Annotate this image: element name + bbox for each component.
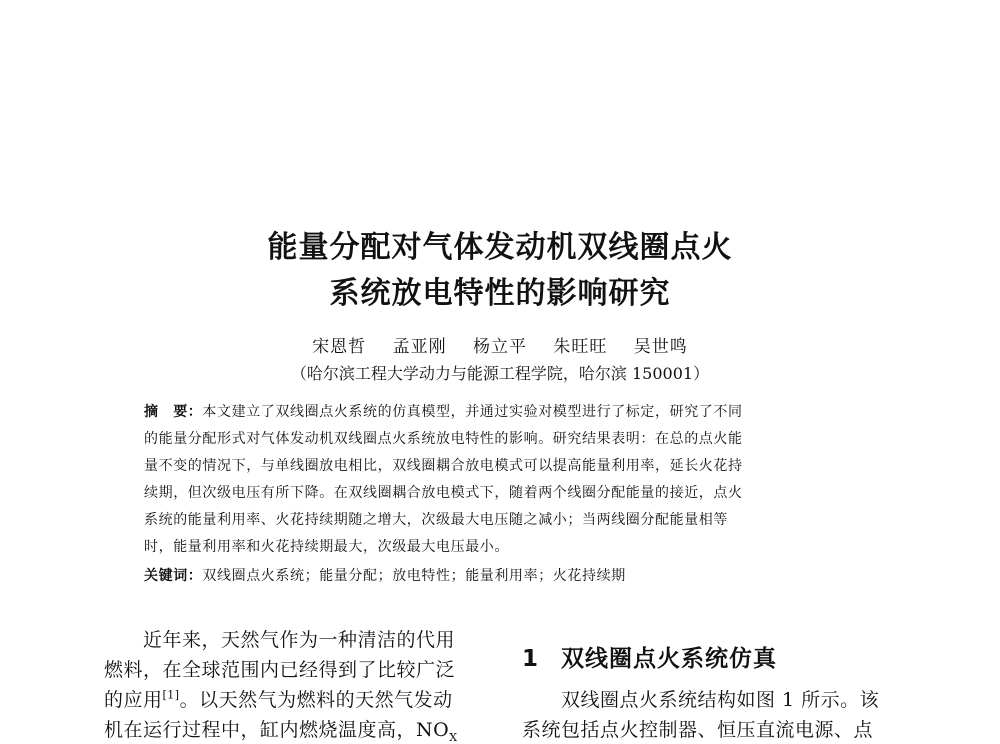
paper-title-line-1: 能量分配对气体发动机双线圈点火 [267,230,733,265]
left-body-line-4-pre: 机在运行过程中，缸内燃烧温度高，NO [104,719,450,741]
section-title: 双线圈点火系统仿真 [561,646,778,672]
right-body-line-1: 双线圈点火系统结构如图 1 所示。该 [561,689,880,711]
left-body-line-2: 燃料，在全球范围内已经得到了比较广泛 [104,659,456,681]
keywords-text: 双线圈点火系统；能量分配；放电特性；能量利用率；火花持续期 [202,568,626,584]
abstract-line-3: 量不变的情况下，与单线圈放电相比，双线圈耦合放电模式可以提高能量利用率，延长火花持 [144,458,743,474]
section-heading [522,640,777,673]
citation-ref: [1] [162,688,180,702]
abstract-line-4: 续期，但次级电压有所下降。在双线圈耦合放电模式下，随着两个线圈分配能量的接近，点火 [144,485,743,501]
paper-title-line-2: 系统放电特性的影响研究 [329,276,671,311]
left-body-line-4 [104,715,480,744]
nox-subscript: X [449,730,458,744]
left-body-line-3-post: 。以天然气为燃料的天然气发动 [179,689,453,711]
abstract-line-5: 系统的能量利用率、火花持续期随之增大，次级最大电压随之减小；当两线圈分配能量相等 [144,512,728,528]
right-body-line-2: 系统包括点火控制器、恒压直流电源、点 [522,719,874,741]
left-body-line-3-pre: 的应用 [104,689,163,711]
keywords-label: 关键词： [144,568,203,584]
abstract-line-2: 的能量分配形式对气体发动机双线圈点火系统放电特性的影响。研究结果表明：在总的点火能 [144,431,743,447]
authors: 宋恩哲 孟亚刚 杨立平 朱旺旺 吴世鸣 [312,337,688,357]
abstract-text-1: 本文建立了双线圈点火系统的仿真模型，并通过实验对模型进行了标定，研究了不同 [202,404,743,420]
left-body-line-3 [104,685,480,712]
keywords-line [144,565,860,585]
affiliation: （哈尔滨工程大学动力与能源工程学院，哈尔滨 150001） [290,364,710,383]
left-body-line-1: 近年来，天然气作为一种清洁的代用 [143,629,456,651]
abstract-line-6: 时，能量利用率和火花持续期最大，次级最大电压最小。 [144,539,509,555]
abstract-line-1 [144,401,860,421]
abstract-label: 摘 要： [144,404,203,420]
section-number: 1 [522,646,540,672]
